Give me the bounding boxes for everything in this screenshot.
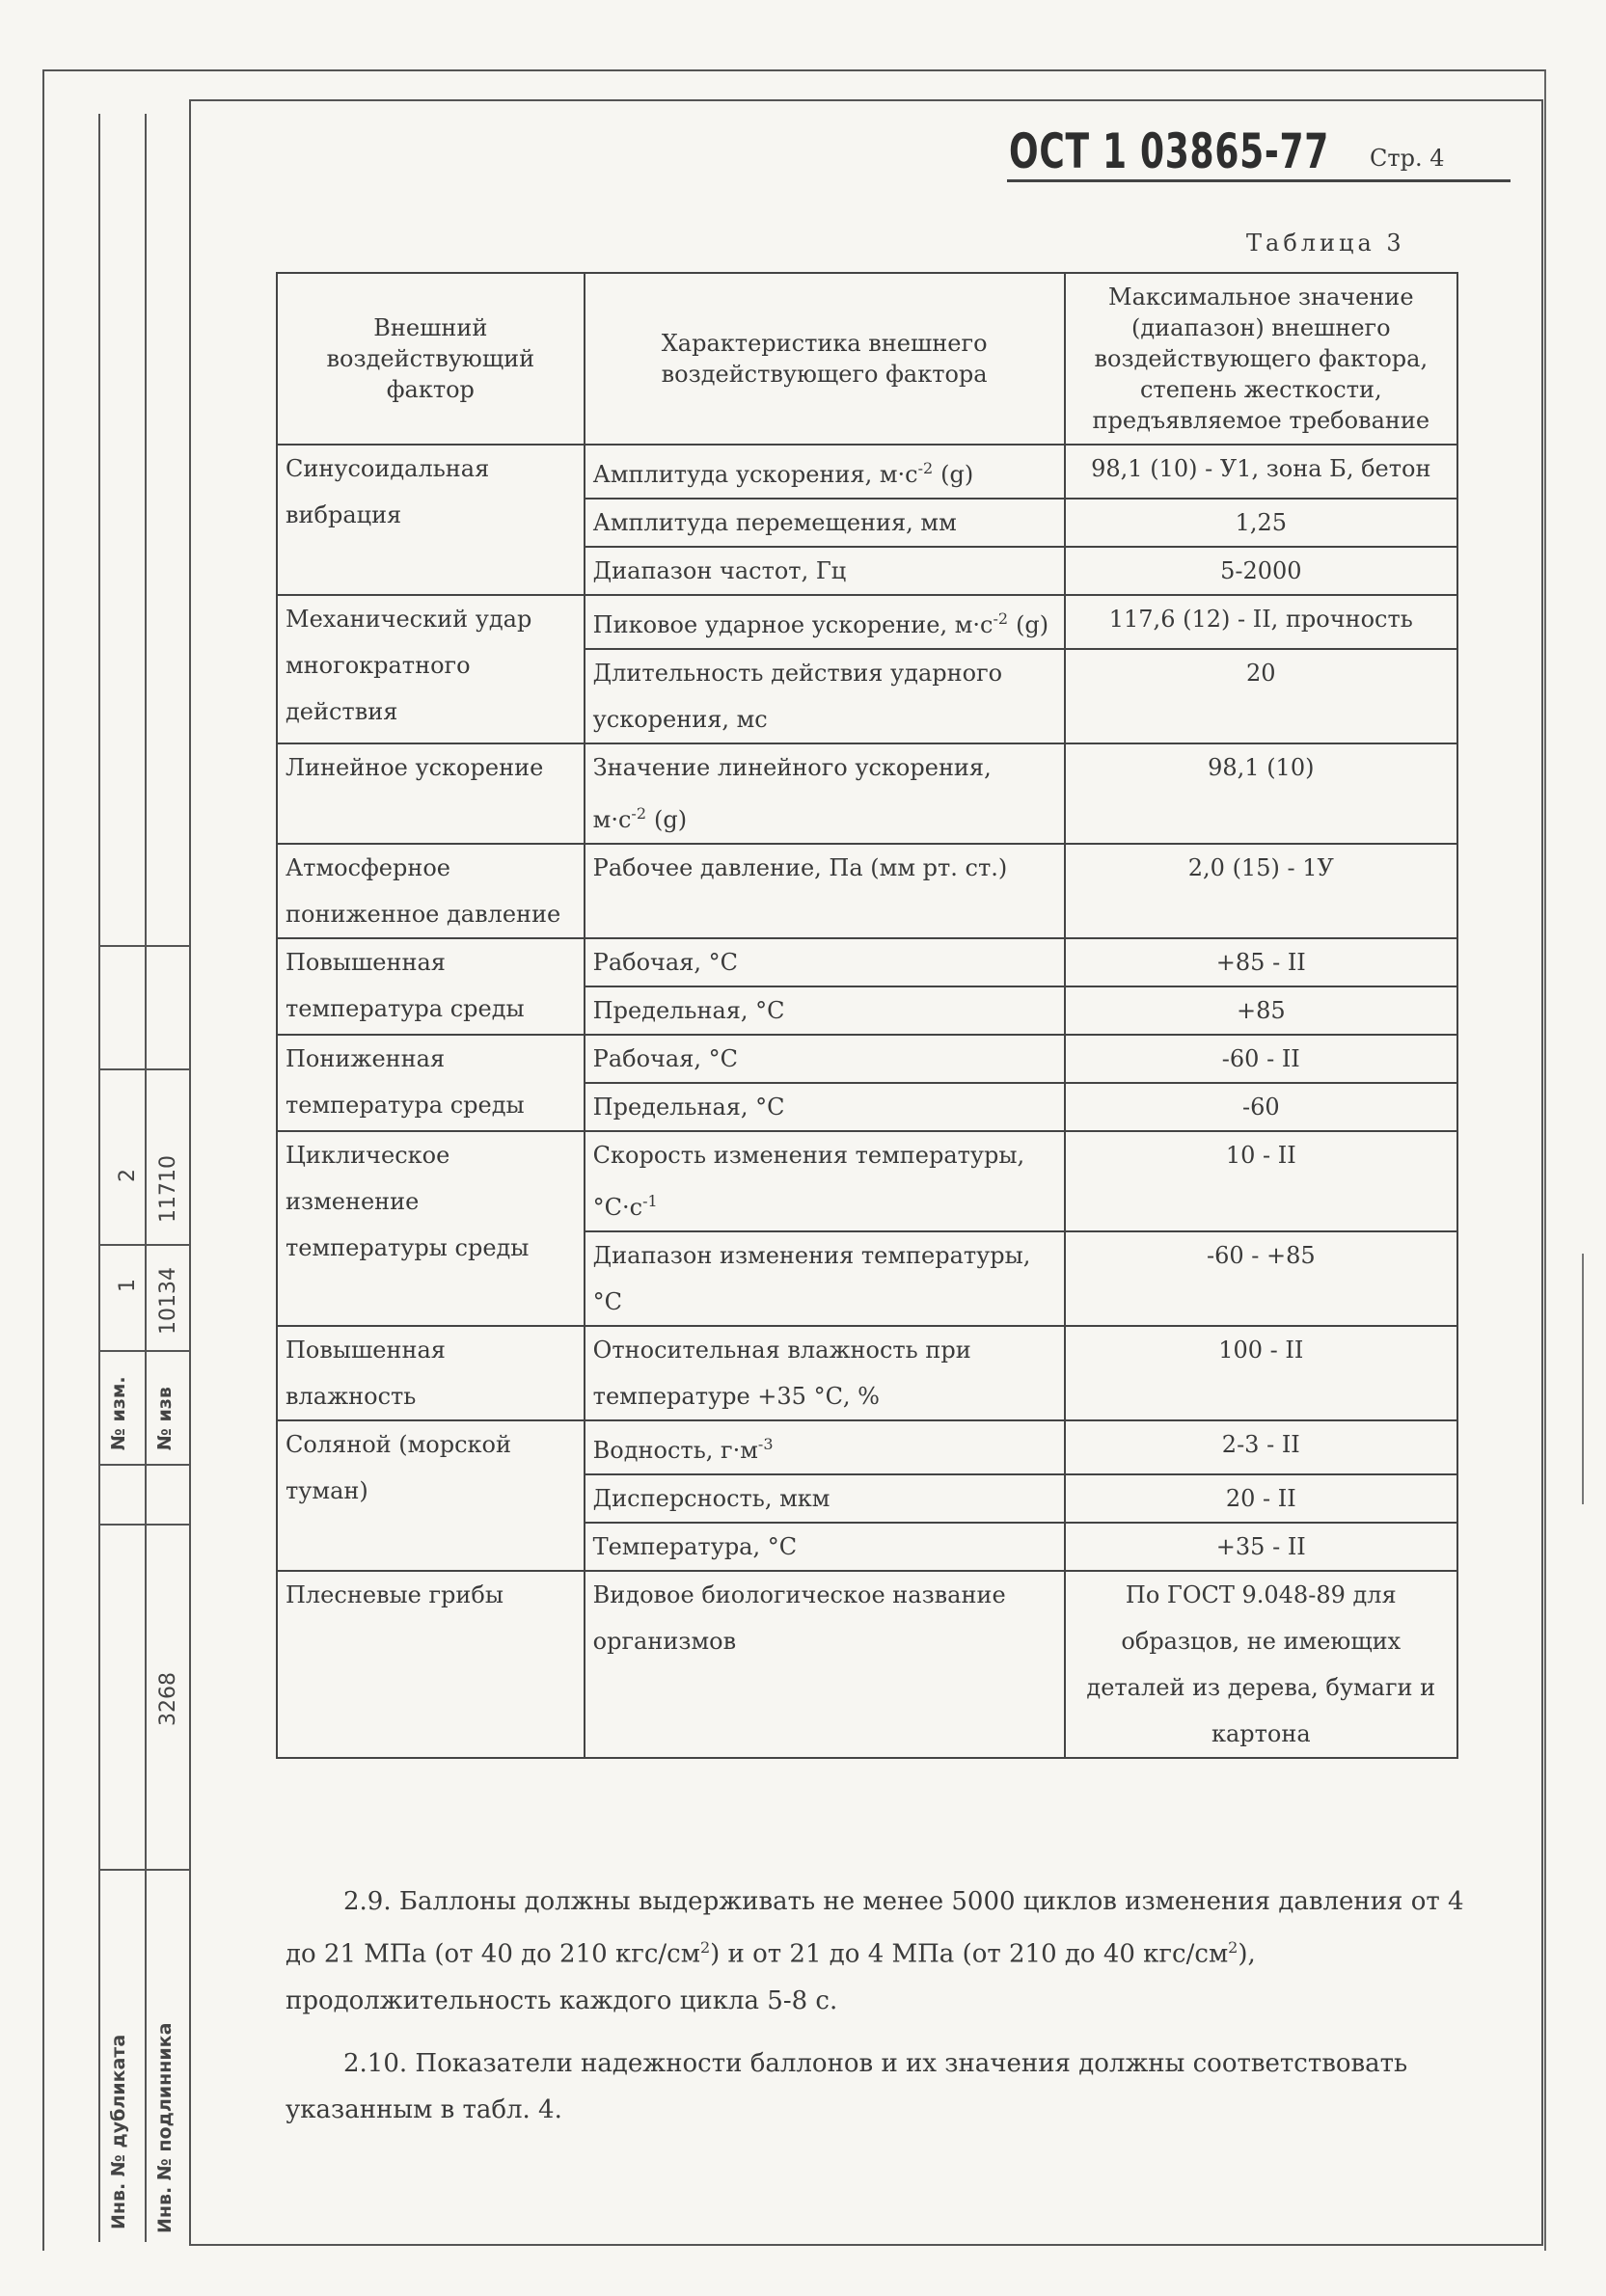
- characteristic-cell: [585, 1420, 1065, 1474]
- unit-exponent: -2: [631, 804, 647, 823]
- value-cell: 117,6 (12) - II, прочность: [1065, 595, 1457, 649]
- value-cell: +85: [1065, 986, 1457, 1035]
- duplicate-inv-label: Инв. № дубликата: [108, 2034, 129, 2229]
- characteristic-text: Пиковое ударное ускорение, м·с: [592, 611, 994, 638]
- characteristic-text: Относительная влажность при температуре +35 °С, %: [592, 1337, 971, 1410]
- table-row: [277, 1131, 1457, 1231]
- characteristic-cell: [585, 547, 1065, 595]
- notice-2: 11710: [156, 1155, 180, 1223]
- characteristic-cell: [585, 938, 1065, 986]
- characteristic-text: Рабочая, °С: [592, 1045, 738, 1072]
- factor-cell: Атмосферное пониженное давление: [277, 844, 585, 938]
- factor-cell: Повышенная влажность: [277, 1326, 585, 1420]
- characteristic-text: Видовое биологическое название организмов: [592, 1581, 1006, 1655]
- requirements-table: [276, 272, 1458, 1759]
- characteristic-tail: (g): [940, 461, 974, 488]
- table-header-row: [277, 273, 1457, 445]
- characteristic-text: Значение линейного ускорения, м·с: [592, 754, 992, 833]
- table-row: [277, 445, 1457, 499]
- notice-1: 10134: [156, 1267, 180, 1335]
- value-cell: +85 - II: [1065, 938, 1457, 986]
- table-row: [277, 1326, 1457, 1420]
- value-cell: 100 - II: [1065, 1326, 1457, 1420]
- factor-cell: Циклическое изменение температуры среды: [277, 1131, 585, 1326]
- characteristic-text: Амплитуда ускорения, м·с: [592, 461, 918, 488]
- original-inv-label: Инв. № подлинника: [154, 2022, 176, 2233]
- characteristic-text: Скорость изменения температуры, °С·с: [592, 1142, 1025, 1221]
- factor-cell: Повышенная температура среды: [277, 938, 585, 1035]
- p29-text-c: ), продолжительность каждого цикла 5-8 с.: [286, 1939, 1256, 2015]
- table-label: Таблица 3: [1246, 230, 1405, 257]
- characteristic-cell: [585, 1326, 1065, 1420]
- value-cell: +35 - II: [1065, 1523, 1457, 1571]
- p29-sup-2: 2: [1228, 1938, 1239, 1957]
- value-cell: -60: [1065, 1083, 1457, 1131]
- p29-sup-1: 2: [699, 1938, 711, 1957]
- paragraph-2-9: [286, 1878, 1464, 2024]
- value-cell: 1,25: [1065, 499, 1457, 547]
- characteristic-text: Дисперсность, мкм: [592, 1485, 830, 1512]
- scan-edge-mark: [1582, 1254, 1584, 1504]
- unit-exponent: -1: [642, 1192, 658, 1210]
- table-row: [277, 1035, 1457, 1083]
- table-body: [277, 445, 1457, 1758]
- characteristic-cell: [585, 649, 1065, 743]
- table-row: [277, 595, 1457, 649]
- value-cell: -60 - +85: [1065, 1231, 1457, 1326]
- characteristic-cell: [585, 1083, 1065, 1131]
- characteristic-text: Диапазон изменения температуры, °С: [592, 1242, 1031, 1315]
- change-no-label: № изм.: [108, 1376, 129, 1450]
- value-cell: 10 - II: [1065, 1131, 1457, 1231]
- unit-exponent: -3: [757, 1435, 774, 1453]
- factor-cell: Плесневые грибы: [277, 1571, 585, 1758]
- characteristic-cell: [585, 499, 1065, 547]
- value-cell: 2,0 (15) - 1У: [1065, 844, 1457, 938]
- characteristic-text: Температура, °С: [592, 1533, 798, 1560]
- margin-divider: [98, 1869, 189, 1871]
- header-characteristic: Характеристика внешнего воздействующего фактора: [585, 273, 1065, 445]
- characteristic-text: Рабочее давление, Па (мм рт. ст.): [592, 854, 1008, 881]
- characteristic-text: Длительность действия ударного ускорения, мс: [592, 660, 1003, 733]
- characteristic-text: Предельная, °С: [592, 997, 785, 1024]
- margin-divider: [98, 1068, 189, 1070]
- margin-divider: [98, 1350, 189, 1352]
- characteristic-text: Предельная, °С: [592, 1094, 785, 1121]
- margin-strip-line: [98, 114, 100, 2242]
- value-cell: По ГОСТ 9.048-89 для образцов, не имеющих деталей из дерева, бумаги и картона: [1065, 1571, 1457, 1758]
- factor-cell: Линейное ускорение: [277, 743, 585, 844]
- characteristic-text: Рабочая, °С: [592, 949, 738, 976]
- characteristic-tail: (g): [1016, 611, 1049, 638]
- characteristic-cell: [585, 743, 1065, 844]
- characteristic-cell: [585, 445, 1065, 499]
- unit-exponent: -2: [917, 459, 934, 477]
- characteristic-cell: [585, 1035, 1065, 1083]
- table-row: [277, 844, 1457, 938]
- value-cell: 20 - II: [1065, 1474, 1457, 1523]
- characteristic-cell: [585, 1523, 1065, 1571]
- characteristic-cell: [585, 1231, 1065, 1326]
- notice-no-label: № изв: [154, 1387, 176, 1450]
- value-cell: 98,1 (10): [1065, 743, 1457, 844]
- change-2: 2: [116, 1169, 140, 1182]
- margin-strip-line: [145, 114, 147, 2242]
- factor-cell: Механический удар многократного действия: [277, 595, 585, 743]
- change-1: 1: [116, 1279, 140, 1292]
- factor-cell: Соляной (морской туман): [277, 1420, 585, 1571]
- table-row: [277, 1571, 1457, 1758]
- inventory-number: 3268: [156, 1672, 180, 1726]
- header-value: Максимальное значение (диапазон) внешнего воздействующего фактора, степень жесткости, предъявляемое требование: [1065, 273, 1457, 445]
- table-row: [277, 938, 1457, 986]
- factor-cell: Синусоидальная вибрация: [277, 445, 585, 595]
- p29-text-a: 2.9. Баллоны должны выдерживать не менее 5000 циклов изменения давления от 4 до 21 МПа (от 40 до 210 кгс/см: [286, 1887, 1464, 1969]
- value-cell: -60 - II: [1065, 1035, 1457, 1083]
- page-number: Стр. 4: [1370, 145, 1445, 172]
- characteristic-cell: [585, 1571, 1065, 1758]
- margin-divider: [98, 1524, 189, 1526]
- characteristic-tail: (g): [654, 806, 688, 833]
- table-row: [277, 743, 1457, 844]
- characteristic-cell: [585, 844, 1065, 938]
- margin-divider: [98, 945, 189, 947]
- characteristic-cell: [585, 595, 1065, 649]
- characteristic-text: Водность, г·м: [592, 1437, 758, 1464]
- document-code: ОСТ 1 03865-77: [1009, 123, 1330, 179]
- value-cell: 98,1 (10) - У1, зона Б, бетон: [1065, 445, 1457, 499]
- characteristic-cell: [585, 986, 1065, 1035]
- characteristic-cell: [585, 1131, 1065, 1231]
- table-row: [277, 1420, 1457, 1474]
- characteristic-text: Диапазон частот, Гц: [592, 557, 847, 584]
- margin-divider: [98, 1464, 189, 1466]
- p29-text-b: ) и от 21 до 4 МПа (от 210 до 40 кгс/см: [710, 1939, 1229, 1969]
- unit-exponent: -2: [993, 609, 1009, 628]
- header-underline: [1007, 179, 1511, 182]
- paragraph-2-10: 2.10. Показатели надежности баллонов и их значения должны соответствовать указанным в табл. 4.: [286, 2049, 1408, 2124]
- characteristic-cell: [585, 1474, 1065, 1523]
- characteristic-text: Амплитуда перемещения, мм: [592, 509, 957, 536]
- margin-divider: [98, 1244, 189, 1246]
- factor-cell: Пониженная температура среды: [277, 1035, 585, 1131]
- value-cell: 5-2000: [1065, 547, 1457, 595]
- value-cell: 20: [1065, 649, 1457, 743]
- value-cell: 2-3 - II: [1065, 1420, 1457, 1474]
- header-factor: Внешний воздействующий фактор: [277, 273, 585, 445]
